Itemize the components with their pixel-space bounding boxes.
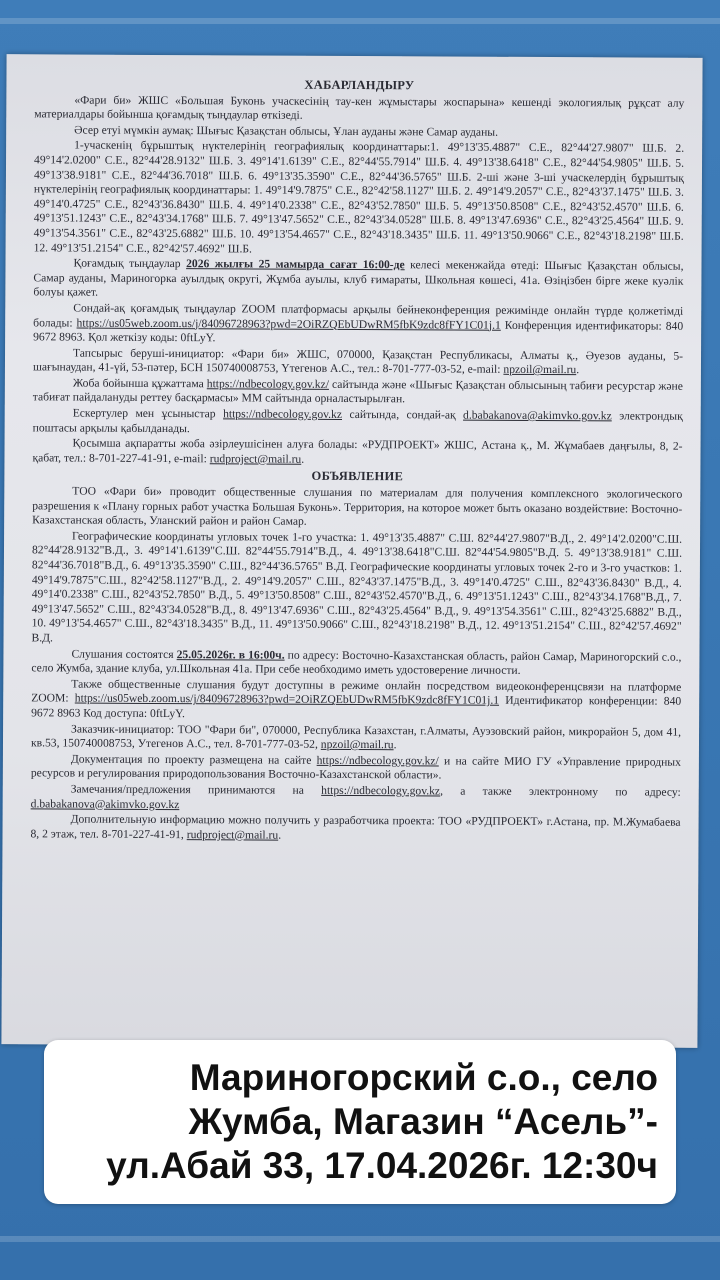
- ru-doc-link[interactable]: https://ndbecology.gov.kz/: [316, 753, 439, 768]
- ru-remarks: [31, 782, 681, 815]
- kz-remarks-email[interactable]: d.babakanova@akimvko.gov.kz: [463, 408, 612, 423]
- ru-zoom-link[interactable]: https://us05web.zoom.us/j/84096728963?pwd=2OiRZQEbUDwRM5fbK9zdc8fFY1C01j.1: [74, 691, 500, 708]
- ru-doc-end: и на сайте МИО ГУ «Управление природных ресурсов и регулирования природопользования Восточно-Казахстанской области».: [30, 754, 681, 782]
- caption-line-3: ул.Абай 33, 17.04.2026г. 12:30ч: [106, 1145, 658, 1186]
- ru-customer-end: .: [393, 738, 397, 752]
- kz-zoom-text: Сондай-ақ қоғамдық тыңдаулар ZOOM платформасы арқылы бейнеконференция режимінде онлайн түрде қолжетімді болады:: [33, 301, 684, 330]
- kz-extra-text: Қосымша ақпаратты жоба әзірлеушісінен алуға болады: «РУДПРОЕКТ» ЖШС, Астана қ., М. Жұмабаев даңғылы, 8, 2-қабат, тел.: 8-701-227-41-91, e-mail:: [32, 436, 683, 466]
- kz-customer-text: Тапсырыс беруші-инициатор: «Фари би» ЖШС, 070000, Қазақстан Республикасы, Алматы қ., Әуезов ауданы, 5-шағынаудан, 41-үй, 53-пәтер, БСН 150740008753, Үтегенов А.С., тел.: 8-701-777-03-52, e-mail:: [32, 346, 684, 377]
- kz-extra-info: [32, 437, 682, 470]
- notice-text: [30, 74, 684, 846]
- location-caption: [44, 1040, 676, 1204]
- ru-documentation: [31, 752, 681, 785]
- ru-customer-text: Заказчик-инициатор: ТОО "Фари би", 070000, Республика Казахстан, г.Алматы, Ауэзовский район, микрорайон 5, дом 41, кв.53, 150740008753, Утегенов А.С., тел. 8-701-777-03-52,: [30, 722, 682, 751]
- kz-coordinates: 1-учаскенің бұрыштық нүктелерінің географиялық координаттары:1. 49°13'35.4887" С.Е., 82°44'27.9807" Ш.Б. 2. 49°14'2.0200" С.Е., 82°44'28.9132" Ш.Б. 3. 49°14'1.6139" С.Е., 82°44'55.7914" Ш.Б. 4. 49°13'38.6418" С.Е., 82°44'54.9805" Ш.Б. 5. 49°13'38.9181" С.Е., 82°44'36.7018" Ш.Б. 6. 49°13'35.3590" С.Е., 82°44'36.5765" Ш.Б. 2-ші және 3-ші учаскелердің бұрыштық нүктелерінің географиялық координаттары: 1. 49°14'9.7875" С.Е., 82°42'58.1127" Ш.Б. 2. 49°14'9.2057" С.Е., 82°43'37.1475" Ш.Б. 3. 49°14'0.4725" С.Е., 82°43'36.8430" Ш.Б. 4. 49°14'0.2338" С.Е., 82°43'52.7850" Ш.Б. 5. 49°13'50.8508" С.Е., 82°43'52.4570" Ш.Б. 6. 49°13'51.1243" С.Е., 82°43'34.1768" Ш.Б. 7. 49°13'47.5652" С.Е., 82°43'34.0528" Ш.Б. 8. 49°13'47.6936" С.Е., 82°43'25.4564" Ш.Б. 9. 49°13'54.3561" С.Е., 82°43'25.6882" Ш.Б. 10. 49°13'54.4657" С.Е., 82°43'18.3435" Ш.Б. 11. 49°13'50.9066" С.Е., 82°43'18.2198" Ш.Б. 12. 49°13'51.2154" С.Е., 82°42'57.4692" Ш.Б.: [33, 138, 685, 256]
- ru-customer: [31, 722, 681, 755]
- notice-sheet: [1, 54, 702, 1048]
- kz-zoom-link[interactable]: https://us05web.zoom.us/j/84096728963?pwd=2OiRZQEbUDwRM5fbK9zdc8fFY1C01j.1: [76, 316, 501, 332]
- kz-hearing: [33, 256, 683, 303]
- ru-remarks-mid: , а также электронному по адресу:: [440, 784, 681, 799]
- kz-intro: «Фари би» ЖШС «Большая Буконь учаскесінің тау-кен жұмыстары жоспарына» кешенді экологиялық рұқсат алу материалдары бойынша қоғамдық тыңдаулар өткізеді.: [34, 93, 685, 122]
- kz-doc-text: Жоба бойынша құжаттама: [72, 376, 207, 391]
- ru-intro: ТОО «Фари би» проводит общественные слушания по материалам для получения комплексного экологического разрешения к «Плану горных работ участка Большая Буконь». Территория, на которое может быть оказано воздействие: Восточно-Казахстанская область, Уланский район и район Самар.: [32, 484, 683, 528]
- board-stripe: [0, 18, 720, 24]
- kz-title: ХАБАРЛАНДЫРУ: [304, 77, 415, 93]
- ru-zoom-text: Также общественные слушания будут доступны в режиме онлайн посредством видеоконференцсвязи на платформе ZOOM:: [31, 677, 682, 705]
- kz-doc-end: сайтында және «Шығыс Қазақстан облысының табиғи ресурстар және табиғат пайдалануды реттеу басқармасы» ММ сайтында орналастырылған.: [32, 377, 683, 406]
- ru-remarks-text: Замечания/предложения принимаются на: [70, 782, 322, 797]
- kz-customer: [33, 346, 683, 379]
- ru-customer-email[interactable]: npzoil@mail.ru: [320, 737, 394, 752]
- kz-extra-email[interactable]: rudproject@mail.ru: [209, 452, 302, 466]
- ru-zoom: [31, 677, 681, 724]
- ru-zoom-credentials: Идентификатор конференции: 840 9672 8963 Код доступа: 0ftLyY.: [31, 694, 682, 721]
- board-stripe: [0, 1236, 720, 1242]
- caption-line-2: Жумба, Магазин “Асель”-: [188, 1101, 658, 1142]
- kz-remarks-link[interactable]: https://ndbecology.gov.kz: [223, 407, 343, 422]
- kz-documentation: [33, 376, 683, 409]
- kz-remarks-end: электрондық поштасы арқылы қабылданады.: [32, 409, 683, 435]
- ru-title: ОБЪЯВЛЕНИЕ: [311, 469, 404, 484]
- ru-extra-end: .: [278, 828, 282, 842]
- kz-zoom: [33, 301, 683, 348]
- kz-customer-end: .: [576, 363, 580, 377]
- ru-doc-text: Документация по проекту размещена на сайте: [70, 752, 317, 767]
- kz-customer-email[interactable]: npzoil@mail.ru: [503, 363, 577, 377]
- kz-hearing-address: келесі мекенжайда өтеді: Шығыс Қазақстан облысы, Самар ауданы, Мариногорка ауылдық округі, Жұмба ауылы, клуб ғимараты, Школьная көшесі, 41а. Өзіңізбен бірге жеке куәлік болуы қажет.: [33, 258, 684, 299]
- kz-remarks-text: Ескертулер мен ұсыныстар: [72, 406, 224, 421]
- ru-hearing-address: по адресу: Восточно-Казахстанская область, район Самар, Мариногорский с.о., село Жумба, здание клуба, ул.Школьная 41а. При себе необходимо иметь удостоверение личности.: [31, 648, 682, 678]
- kz-territory: Әсер етуі мүмкін аумақ: Шығыс Қазақстан облысы, Ұлан ауданы және Самар ауданы.: [74, 123, 499, 139]
- kz-hearing-date: 2026 жылғы 25 мамырда сағат 16:00-де: [186, 257, 405, 272]
- ru-hearing-text: Слушания состоятся: [71, 647, 177, 661]
- ru-hearing-date: 25.05.2026г. в 16:00ч.: [176, 647, 285, 662]
- ru-coordinates: Географические координаты угловых точек 1-го участка: 1. 49°13'35.4887" С.Ш. 82°44'27.9807"В.Д., 2. 49°14'2.0200"С.Ш. 82°44'28.9132"В.Д., 3. 49°14'1.6139"С.Ш. 82°44'55.7914"В.Д., 4. 49°13'38.6418"С.Ш. 82°44'54.9805"В.Д. 5. 49°13'38.9181" С.Ш. 82°44'36.7018"В.Д., 6. 49°13'35.3590" С.Ш., 82°44'36.5765" В.Д. Географические координаты угловых точек 2-го и 3-го участков: 1. 49°14'9.7875"С.Ш., 82°42'58.1127"В.Д., 2. 49°14'9.2057" С.Ш., 82°43'37.1475"В.Д., 3. 49°14'0.4725" С.Ш., 82°43'36.8430" В.Д., 4. 49°14'0.2338" С.Ш., 82°43'52.7850" В.Д., 5. 49°13'50.8508" С.Ш., 82°43'52.4570"В.Д., 6. 49°13'51.1243" С.Ш., 82°43'34.1768"В.Д., 7. 49°13'47.5652" С.Ш., 82°43'34.0528"В.Д., 8. 49°13'47.6936" С.Ш., 82°43'25.4564" В.Д., 9. 49°13'54.3561" С.Ш., 82°43'25.6882" В.Д., 10. 49°13'54.4657" С.Ш., 82°43'18.3435" В.Д., 11. 49°13'50.9066" С.Ш., 82°43'18.2198" В.Д., 12. 49°13'51.2154" С.Ш., 82°42'57.4692" В.Д.: [31, 529, 683, 645]
- ru-remarks-link[interactable]: https://ndbecology.gov.kz: [321, 783, 441, 798]
- kz-remarks: [33, 406, 683, 439]
- caption-line-1: Мариногорский с.о., село: [189, 1057, 658, 1098]
- kz-hearing-text: Қоғамдық тыңдаулар: [73, 256, 187, 271]
- ru-extra-info: [30, 812, 680, 845]
- ru-hearing: [31, 647, 681, 680]
- kz-zoom-credentials: Конференция идентификаторы: 840 9672 8963. Қол жеткізу коды: 0ftLyY.: [33, 318, 684, 345]
- ru-remarks-email[interactable]: d.babakanova@akimvko.gov.kz: [30, 796, 180, 811]
- ru-extra-email[interactable]: rudproject@mail.ru: [186, 827, 279, 842]
- kz-remarks-mid: сайтында, сондай-ақ: [341, 408, 464, 422]
- kz-doc-link[interactable]: https://ndbecology.gov.kz/: [206, 377, 330, 391]
- ru-extra-text: Дополнительную информацию можно получить у разработчика проекта: ТОО «РУДПРОЕКТ» г.Астана, пр. М.Жумабаева 8, 2 этаж, тел. 8-701-227-41-91,: [30, 812, 681, 841]
- kz-extra-end: .: [301, 452, 305, 466]
